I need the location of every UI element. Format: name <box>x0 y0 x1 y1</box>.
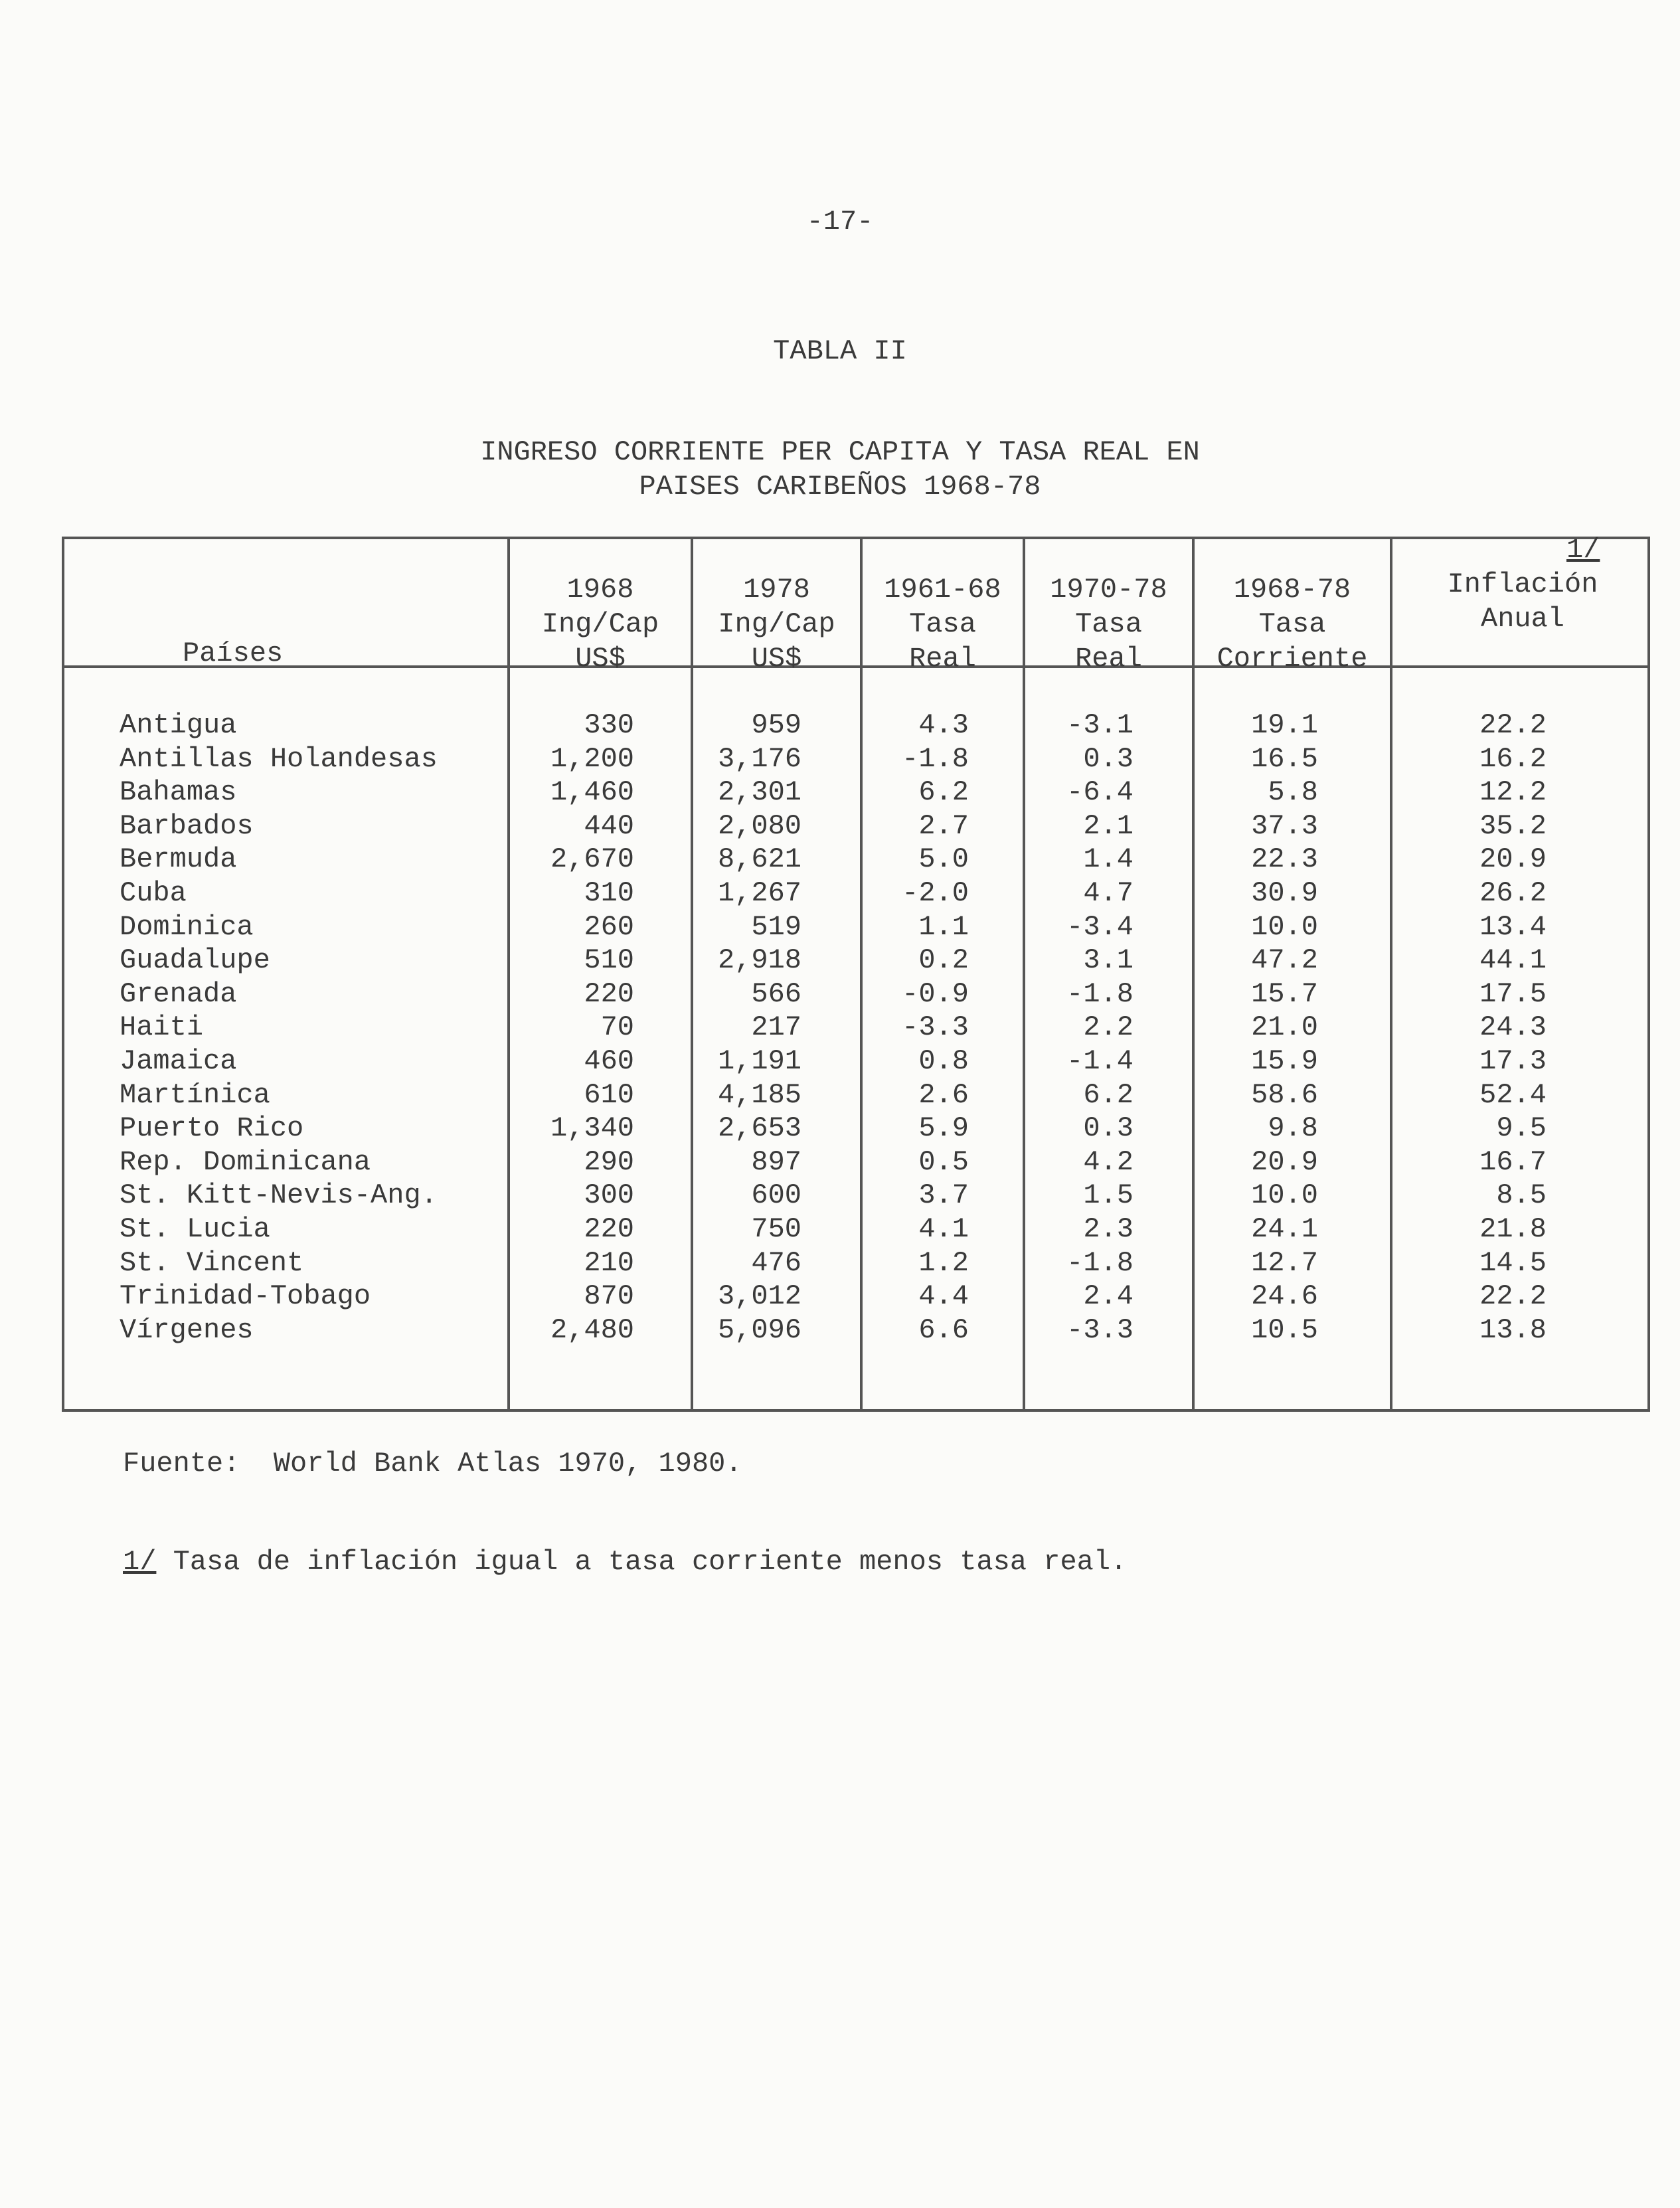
table-title <box>0 435 1680 504</box>
table-cell: 566 <box>751 977 801 1010</box>
table-cell: 10.0 <box>1251 1179 1318 1212</box>
table-cell: 2,080 <box>717 809 801 842</box>
table-cell: -2.0 <box>902 877 969 909</box>
table-cell: 2.1 <box>1083 809 1134 842</box>
header-line: Real <box>1075 643 1142 675</box>
table-cell: -3.4 <box>1066 910 1134 943</box>
table-cell: 5.9 <box>918 1112 969 1145</box>
table-cell: -1.4 <box>1066 1045 1134 1077</box>
table-cell: 959 <box>751 709 801 741</box>
table-cell: -3.3 <box>1066 1314 1134 1346</box>
table-cell: 4.2 <box>1083 1146 1134 1178</box>
header-line: Inflación <box>1447 568 1598 600</box>
table-cell: 35.2 <box>1479 809 1547 842</box>
table-cell: 3,176 <box>717 742 801 775</box>
table-row <box>64 1213 1647 1246</box>
table-cell: 310 <box>584 877 634 909</box>
table-cell: 220 <box>584 1213 634 1245</box>
table-cell: 610 <box>584 1078 634 1111</box>
table-cell: 210 <box>584 1246 634 1279</box>
table-cell: 0.3 <box>1083 742 1134 775</box>
table-cell: 6.6 <box>918 1314 969 1346</box>
table-cell: 0.8 <box>918 1045 969 1077</box>
table-row <box>64 977 1647 1011</box>
table-cell: 476 <box>751 1246 801 1279</box>
table-cell: 10.0 <box>1251 910 1318 943</box>
table-cell: 13.4 <box>1479 910 1547 943</box>
table-row <box>64 910 1647 944</box>
table-cell: 1,267 <box>717 877 801 909</box>
table-cell: 1.4 <box>1083 843 1134 876</box>
table-cell: 16.7 <box>1479 1146 1547 1178</box>
header-line: 1961-68 <box>884 574 1001 606</box>
country-name: Vírgenes <box>120 1314 254 1346</box>
header-line: 1970-78 <box>1050 574 1167 606</box>
table-row <box>64 1280 1647 1314</box>
table-cell: 2,301 <box>717 776 801 809</box>
table-cell: 1,340 <box>550 1112 634 1145</box>
header-footnote-marker: 1/ <box>1566 534 1600 566</box>
table-cell: 260 <box>584 910 634 943</box>
header-line: Tasa <box>909 608 976 640</box>
table-cell: 2,918 <box>717 944 801 977</box>
country-name: Bermuda <box>120 843 237 876</box>
country-name: Rep. Dominicana <box>120 1146 371 1178</box>
header-line: Real <box>909 643 976 675</box>
table-cell: 1.2 <box>918 1246 969 1279</box>
table-cell: -3.3 <box>902 1011 969 1044</box>
table-cell: 1,200 <box>550 742 634 775</box>
table-cell: -0.9 <box>902 977 969 1010</box>
header-line: 1978 <box>743 574 810 606</box>
table-cell: 24.1 <box>1251 1213 1318 1245</box>
header-line: Ing/Cap <box>541 608 659 640</box>
table-cell: 4.7 <box>1083 877 1134 909</box>
table-cell: 16.5 <box>1251 742 1318 775</box>
table-row <box>64 877 1647 910</box>
country-name: St. Lucia <box>120 1213 270 1245</box>
table-cell: 870 <box>584 1280 634 1313</box>
table-cell: 44.1 <box>1479 944 1547 977</box>
table-cell: 17.5 <box>1479 977 1547 1010</box>
page-number: -17- <box>806 206 874 238</box>
table-cell: 24.6 <box>1251 1280 1318 1313</box>
table-cell: -1.8 <box>1066 977 1134 1010</box>
table-cell: -1.8 <box>902 742 969 775</box>
header-1968-ingcap <box>510 572 691 676</box>
table-cell: 20.9 <box>1479 843 1547 876</box>
country-name: Bahamas <box>120 776 237 809</box>
table-cell: 30.9 <box>1251 877 1318 909</box>
table-cell: 300 <box>584 1179 634 1212</box>
table-cell: 15.7 <box>1251 977 1318 1010</box>
table-cell: 460 <box>584 1045 634 1077</box>
table-cell: 600 <box>751 1179 801 1212</box>
table-cell: 3.1 <box>1083 944 1134 977</box>
header-1970-78-tasa-real <box>1025 572 1192 676</box>
table-body <box>64 709 1647 1347</box>
table-cell: 4.3 <box>918 709 969 741</box>
table-cell: 13.8 <box>1479 1314 1547 1346</box>
header-paises: Países <box>183 637 284 669</box>
table-cell: 0.2 <box>918 944 969 977</box>
header-line: Tasa <box>1258 608 1326 640</box>
footnote-marker: 1/ <box>123 1546 157 1578</box>
country-name: Trinidad-Tobago <box>120 1280 371 1313</box>
table-cell: 2,480 <box>550 1314 634 1346</box>
table-cell: 0.5 <box>918 1146 969 1178</box>
header-inflacion-anual <box>1392 567 1653 636</box>
table-row <box>64 1045 1647 1078</box>
table-cell: 1,460 <box>550 776 634 809</box>
table-row <box>64 809 1647 843</box>
table-cell: 70 <box>600 1011 634 1044</box>
table-label: TABLA II <box>773 335 907 367</box>
header-line: US$ <box>751 643 802 675</box>
table-row <box>64 944 1647 977</box>
table-cell: 22.3 <box>1251 843 1318 876</box>
table-cell: 1.5 <box>1083 1179 1134 1212</box>
header-line: Tasa <box>1075 608 1142 640</box>
table-cell: 5.0 <box>918 843 969 876</box>
country-name: Puerto Rico <box>120 1112 304 1145</box>
table-cell: 20.9 <box>1251 1146 1318 1178</box>
table-cell: 26.2 <box>1479 877 1547 909</box>
table-cell: -6.4 <box>1066 776 1134 809</box>
table-cell: 37.3 <box>1251 809 1318 842</box>
table-cell: 290 <box>584 1146 634 1178</box>
country-name: Martínica <box>120 1078 270 1111</box>
table-cell: 3.7 <box>918 1179 969 1212</box>
table-cell: 897 <box>751 1146 801 1178</box>
header-line: Corriente <box>1217 643 1368 675</box>
table-cell: 5,096 <box>717 1314 801 1346</box>
table-cell: 14.5 <box>1479 1246 1547 1279</box>
table-cell: 510 <box>584 944 634 977</box>
header-line: 1968 <box>566 574 634 606</box>
table-cell: 9.8 <box>1268 1112 1318 1145</box>
table-cell: 12.7 <box>1251 1246 1318 1279</box>
table-row <box>64 1146 1647 1179</box>
table-cell: 1.1 <box>918 910 969 943</box>
country-name: Guadalupe <box>120 944 270 977</box>
table-cell: 10.5 <box>1251 1314 1318 1346</box>
table-cell: -1.8 <box>1066 1246 1134 1279</box>
country-name: Dominica <box>120 910 254 943</box>
table-row <box>64 1112 1647 1146</box>
table-cell: 58.6 <box>1251 1078 1318 1111</box>
country-name: Antigua <box>120 709 237 741</box>
header-line: Anual <box>1480 603 1565 635</box>
table-cell: 47.2 <box>1251 944 1318 977</box>
table-row <box>64 1246 1647 1280</box>
table-cell: 0.3 <box>1083 1112 1134 1145</box>
table-cell: 2.2 <box>1083 1011 1134 1044</box>
table-cell: 22.2 <box>1479 709 1547 741</box>
table-cell: 8.5 <box>1496 1179 1547 1212</box>
table-cell: 24.3 <box>1479 1011 1547 1044</box>
table-cell: 16.2 <box>1479 742 1547 775</box>
table-cell: 12.2 <box>1479 776 1547 809</box>
header-line: US$ <box>575 643 626 675</box>
header-1968-78-tasa-corriente <box>1195 572 1390 676</box>
table-cell: 4,185 <box>717 1078 801 1111</box>
table-row <box>64 742 1647 776</box>
header-line: Ing/Cap <box>718 608 835 640</box>
country-name: Barbados <box>120 809 254 842</box>
country-name: St. Kitt-Nevis-Ang. <box>120 1179 438 1212</box>
header-1978-ingcap <box>693 572 860 676</box>
table-cell: 52.4 <box>1479 1078 1547 1111</box>
table-cell: 2.4 <box>1083 1280 1134 1313</box>
table-cell: 6.2 <box>918 776 969 809</box>
table-cell: 9.5 <box>1496 1112 1547 1145</box>
title-line-1: INGRESO CORRIENTE PER CAPITA Y TASA REAL EN <box>480 436 1200 468</box>
source-line: Fuente: World Bank Atlas 1970, 1980. <box>123 1448 742 1480</box>
table-cell: 4.1 <box>918 1213 969 1245</box>
table-cell: 17.3 <box>1479 1045 1547 1077</box>
table-cell: 19.1 <box>1251 709 1318 741</box>
table-row <box>64 1078 1647 1112</box>
table-row <box>64 1179 1647 1213</box>
table-cell: 5.8 <box>1268 776 1318 809</box>
title-line-2: PAISES CARIBEÑOS 1968-78 <box>639 471 1041 503</box>
table-cell: 330 <box>584 709 634 741</box>
country-name: Grenada <box>120 977 237 1010</box>
table-cell: -3.1 <box>1066 709 1134 741</box>
table-cell: 2.6 <box>918 1078 969 1111</box>
table-cell: 22.2 <box>1479 1280 1547 1313</box>
table-cell: 217 <box>751 1011 801 1044</box>
country-name: Haiti <box>120 1011 204 1044</box>
table-cell: 6.2 <box>1083 1078 1134 1111</box>
table-row <box>64 1314 1647 1347</box>
country-name: Cuba <box>120 877 187 909</box>
table-row <box>64 843 1647 877</box>
table-cell: 1,191 <box>717 1045 801 1077</box>
table-cell: 21.0 <box>1251 1011 1318 1044</box>
table-cell: 8,621 <box>717 843 801 876</box>
country-name: St. Vincent <box>120 1246 304 1279</box>
table-cell: 3,012 <box>717 1280 801 1313</box>
country-name: Jamaica <box>120 1045 237 1077</box>
data-table <box>62 534 1650 1412</box>
table-cell: 519 <box>751 910 801 943</box>
table-cell: 220 <box>584 977 634 1010</box>
table-cell: 2.7 <box>918 809 969 842</box>
table-cell: 21.8 <box>1479 1213 1547 1245</box>
table-row <box>64 709 1647 742</box>
table-cell: 2,653 <box>717 1112 801 1145</box>
table-cell: 2.3 <box>1083 1213 1134 1245</box>
header-line: 1968-78 <box>1233 574 1351 606</box>
footnote <box>123 1546 1127 1578</box>
table-row <box>64 776 1647 809</box>
table-cell: 750 <box>751 1213 801 1245</box>
country-name: Antillas Holandesas <box>120 742 438 775</box>
table-cell: 440 <box>584 809 634 842</box>
header-1961-68-tasa-real <box>863 572 1023 676</box>
table-row <box>64 1011 1647 1045</box>
table-cell: 2,670 <box>550 843 634 876</box>
table-cell: 4.4 <box>918 1280 969 1313</box>
table-cell: 15.9 <box>1251 1045 1318 1077</box>
footnote-text: Tasa de inflación igual a tasa corriente menos tasa real. <box>156 1546 1128 1578</box>
